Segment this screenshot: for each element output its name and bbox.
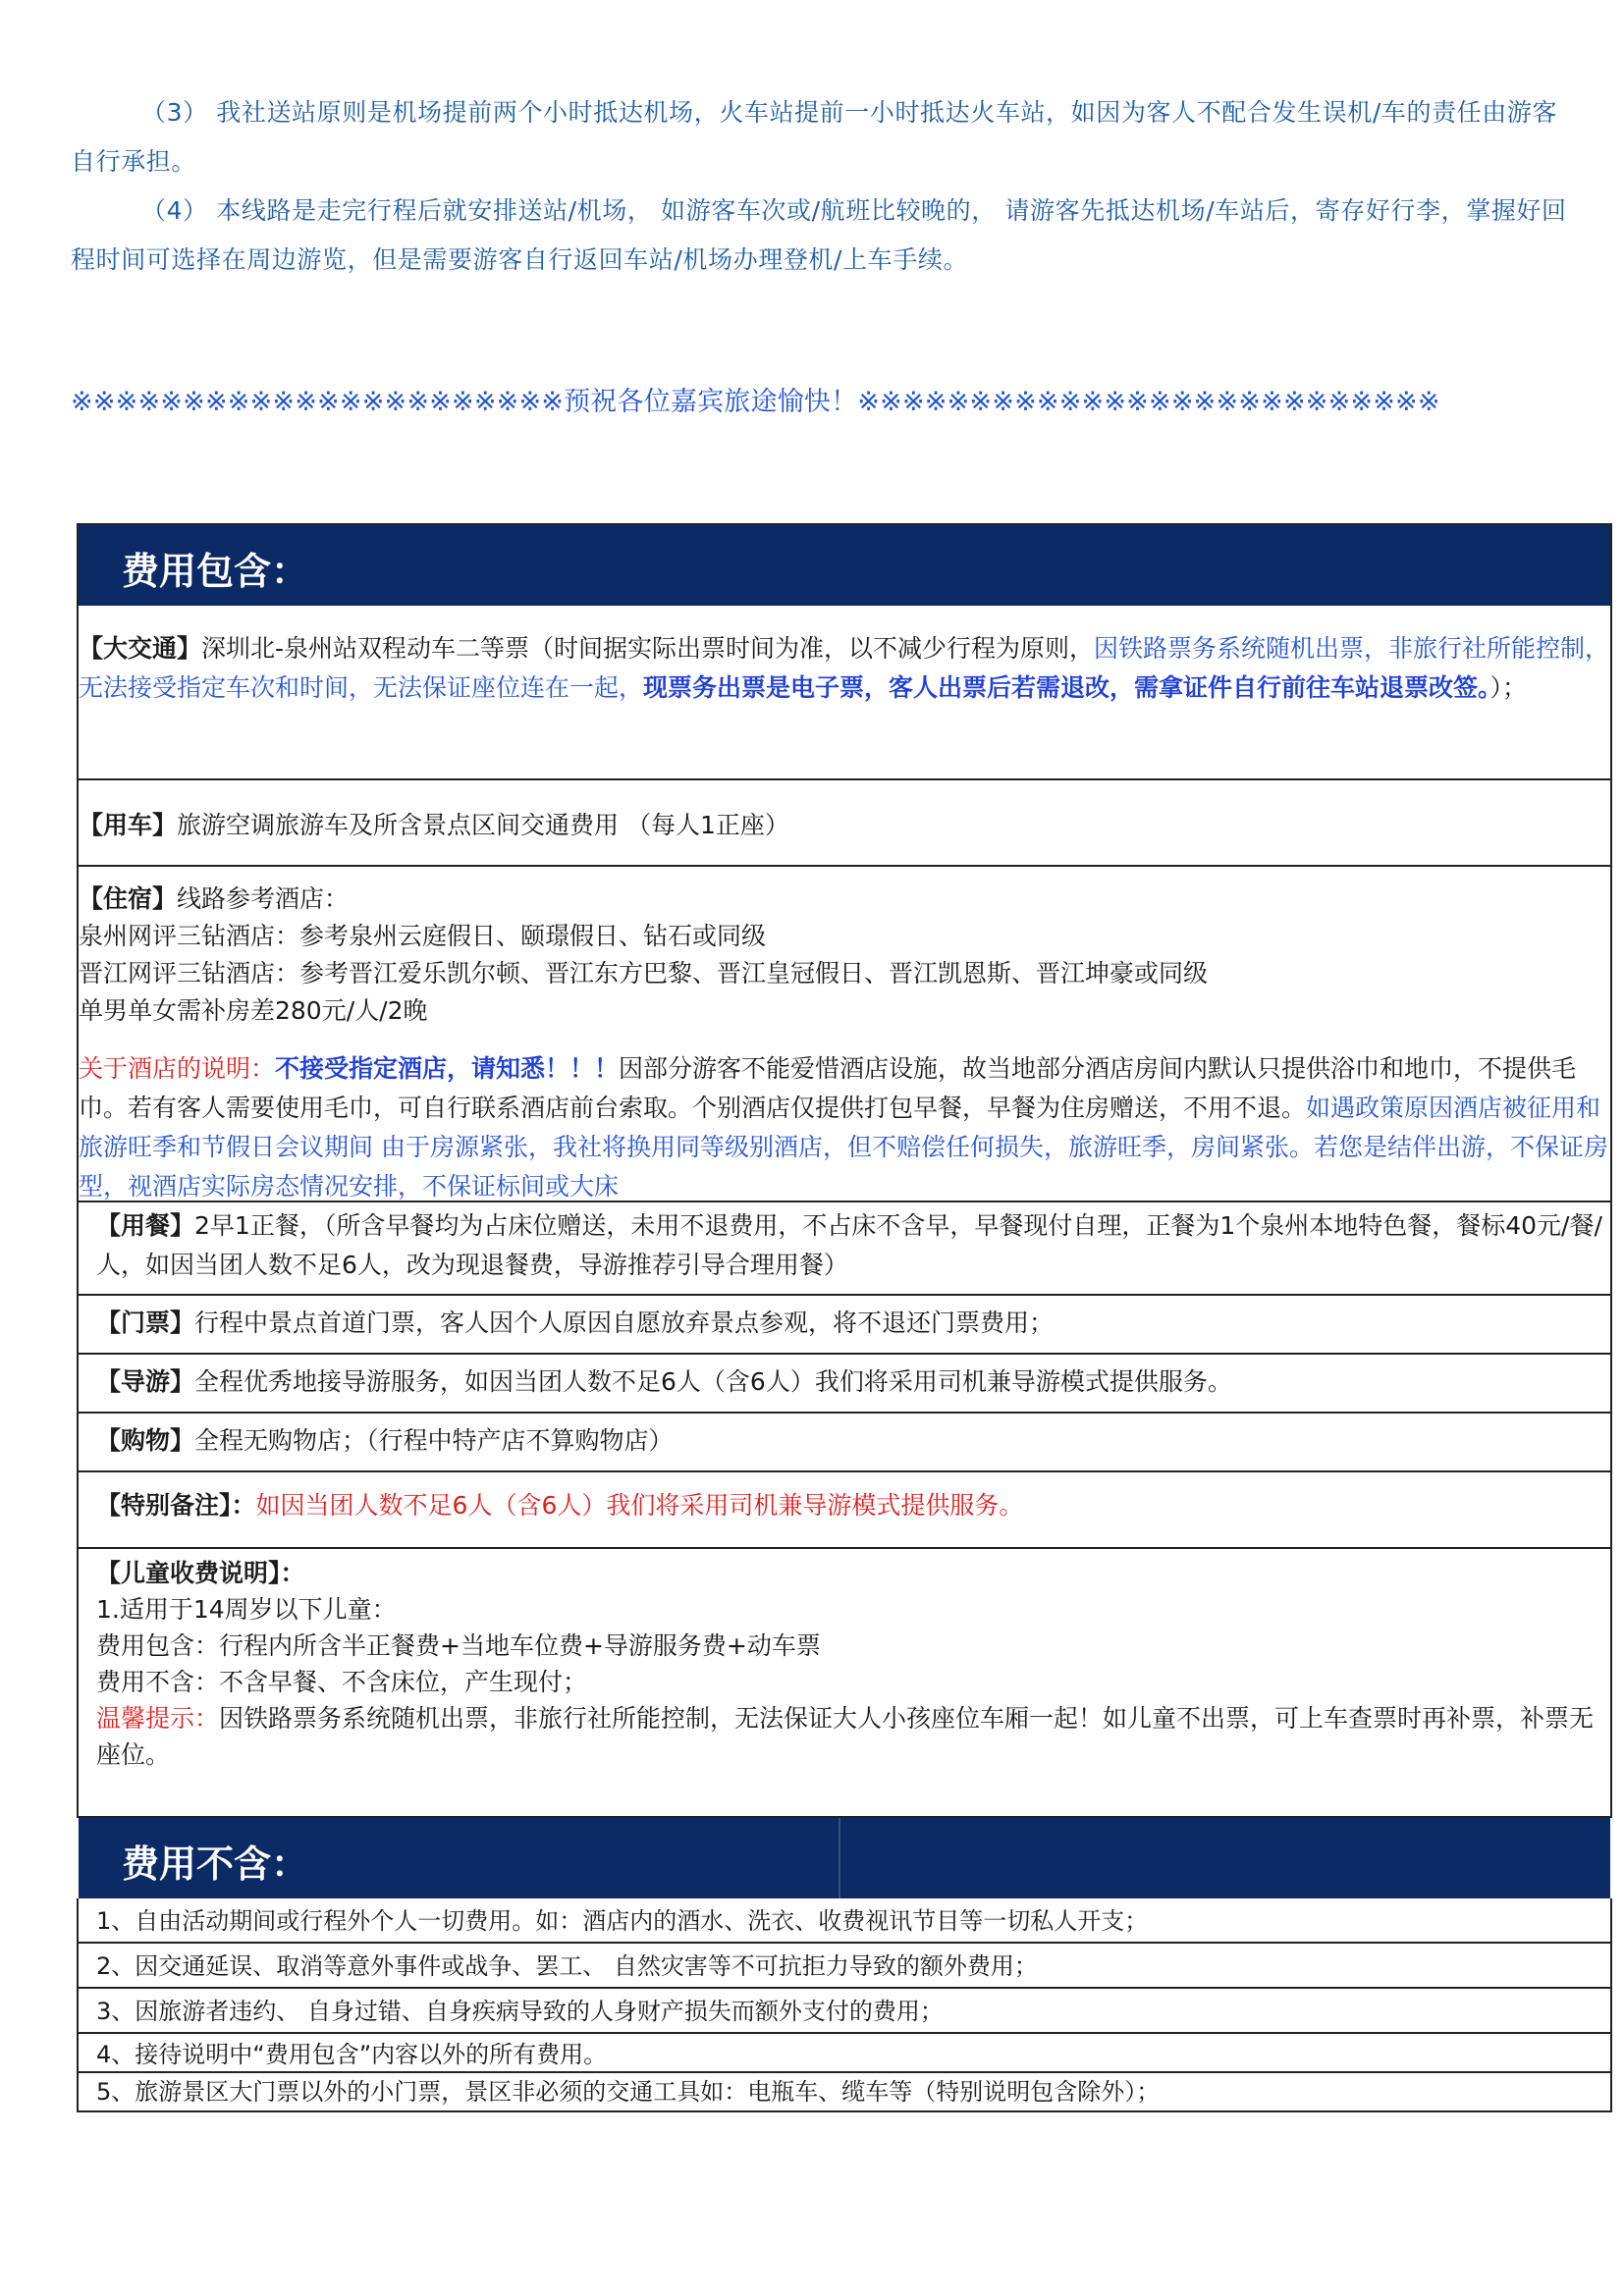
included-title: 费用包含： (122, 550, 309, 593)
special-text: 如因当团人数不足6人（含6人）我们将采用司机兼导游模式提供服务。 (255, 1491, 1024, 1520)
child-line2: 费用包含：行程内所含半正餐费+当地车位费+导游服务费+动车票 (96, 1631, 821, 1660)
child-tip-label: 温馨提示： (96, 1704, 220, 1733)
ticket-key: 【门票】 (96, 1308, 195, 1337)
excluded-item-2: 2、因交通延误、取消等意外事件或战争、罢工、 自然灾害等不可抗拒力导致的额外费用； (79, 1944, 1610, 1989)
car-text: 旅游空调旅游车及所含景点区间交通费用 （每人1正座） (177, 811, 789, 839)
row-shopping (79, 1414, 1610, 1472)
shopping-text: 全程无购物店；（行程中特产店不算购物店） (194, 1426, 674, 1455)
hotel-note-blue: 如遇政策原因酒店被征用和旅游旺季和节假日会议期间 由于房源紧张，我社将换用同等级别酒店，但不赔偿任何损失，旅游旺季，房间紧张。若您是结伴出游，不保证房型，视酒店实际房态情况安排，不保证标间或大床 (79, 1094, 1608, 1201)
row-meal (79, 1202, 1610, 1296)
hotel-key: 【住宿】 (79, 884, 178, 913)
hotel-line2: 泉州网评三钻酒店：参考泉州云庭假日、颐璟假日、钻石或同级 (79, 922, 767, 950)
guide-text: 全程优秀地接导游服务，如因当团人数不足6人（含6人）我们将采用司机兼导游模式提供服务。 (194, 1367, 1232, 1396)
meal-key: 【用餐】 (96, 1211, 195, 1240)
shopping-key: 【购物】 (96, 1426, 195, 1455)
hotel-note-text: 因部分游客不能爱惜酒店设施，故当地部分酒店房间内默认只提供浴巾和地巾，不提供毛巾。若有客人需要使用毛巾，可自行联系酒店前台索取。个别酒店仅提供打包早餐，早餐为住房赠送，不用不退。 (79, 1054, 1577, 1122)
hotel-line3: 晋江网评三钻酒店：参考晋江爱乐凯尔顿、晋江东方巴黎、晋江皇冠假日、晋江凯恩斯、晋江坤豪或同级 (79, 959, 1209, 988)
child-line1: 1.适用于14周岁以下儿童： (96, 1595, 397, 1624)
transport-text2: 因铁路票务系统随机出票，非旅行社所能控制，无法接受指定车次和时间，无法保证座位连在一起， (79, 634, 1610, 702)
excluded-item-1: 1、自由活动期间或行程外个人一切费用。如：酒店内的酒水、洗衣、收费视讯节目等一切私人开支； (79, 1898, 1610, 1944)
note-4: （4） 本线路是走完行程后就安排送站/机场， 如游客车次或/航班比较晚的， 请游客先抵达机场/车站后，寄存好行李，掌握好回程时间可选择在周边游览，但是需要游客自行返回车站/机场办理登机/上车手续。 (71, 196, 1567, 274)
intro-notes (71, 88, 1573, 285)
hotel-line1: 线路参考酒店： (177, 884, 350, 913)
header-divider (839, 1818, 840, 1898)
row-special (79, 1472, 1610, 1549)
ticket-text: 行程中景点首道门票，客人因个人原因自愿放弃景点参观，将不退还门票费用； (194, 1308, 1055, 1337)
meal-text: 2早1正餐，（所含早餐均为占床位赠送，未用不退费用，不占床不含早，早餐现付自理，正餐为1个泉州本地特色餐，餐标40元/餐/人，如因当团人数不足6人，改为现退餐费，导游推荐引导合理用餐） (96, 1211, 1602, 1279)
row-hotel (79, 867, 1610, 1202)
hotel-note-label: 关于酒店的说明： (79, 1054, 276, 1083)
transport-key: 【大交通】 (79, 634, 202, 663)
hotel-line4: 单男单女需补房差280元/人/2晚 (79, 996, 428, 1025)
car-key: 【用车】 (79, 811, 178, 839)
row-guide (79, 1355, 1610, 1414)
note-3: （3） 我社送站原则是机场提前两个小时抵达机场，火车站提前一小时抵达火车站，如因为客人不配合发生误机/车的责任由游客自行承担。 (71, 98, 1558, 176)
row-car (79, 780, 1610, 867)
special-colon: ： (231, 1491, 256, 1520)
excluded-item-3: 3、因旅游者违约、 自身过错、自身疾病导致的人身财产损失而额外支付的费用； (79, 1989, 1610, 2034)
transport-text4: ）； (1489, 673, 1528, 702)
excluded-header (79, 1818, 1610, 1898)
included-header (79, 525, 1610, 606)
guide-key: 【导游】 (96, 1367, 195, 1396)
excluded-item-5: 5、旅游景区大门票以外的小门票，景区非必须的交通工具如：电瓶车、缆车等（特别说明包含除外）； (96, 2078, 1161, 2106)
child-key: 【儿童收费说明】： (96, 1559, 305, 1587)
transport-text1: 深圳北-泉州站双程动车二等票（时间据实际出票时间为准，以不减少行程为原则， (201, 634, 1095, 663)
row-transport (79, 606, 1610, 780)
row-ticket (79, 1296, 1610, 1355)
travel-wish: ※※※※※※※※※※※※※※※※※※※※※※预祝各位嘉宾旅途愉快！※※※※※※※※※※※※※※※※※※※※※※※※※※ (71, 387, 1440, 417)
special-key: 【特别备注】 (96, 1491, 232, 1520)
child-line3: 费用不含：不含早餐、不含床位，产生现付； (96, 1668, 588, 1696)
excluded-item-4: 4、接待说明中“费用包含”内容以外的所有费用。 (79, 2034, 1610, 2073)
excluded-title: 费用不含： (122, 1842, 309, 1886)
row-child (79, 1549, 1610, 1816)
hotel-note-bold: 不接受指定酒店，请知悉！！！ (275, 1054, 620, 1083)
hotel-note (79, 1049, 1610, 1206)
transport-text3: 现票务出票是电子票，客人出票后若需退改，需拿证件自行前往车站退票改签。 (643, 673, 1490, 702)
child-tip-text: 因铁路票务系统随机出票，非旅行社所能控制，无法保证大人小孩座位车厢一起！如儿童不出票，可上车查票时再补票，补票无座位。 (96, 1704, 1595, 1769)
